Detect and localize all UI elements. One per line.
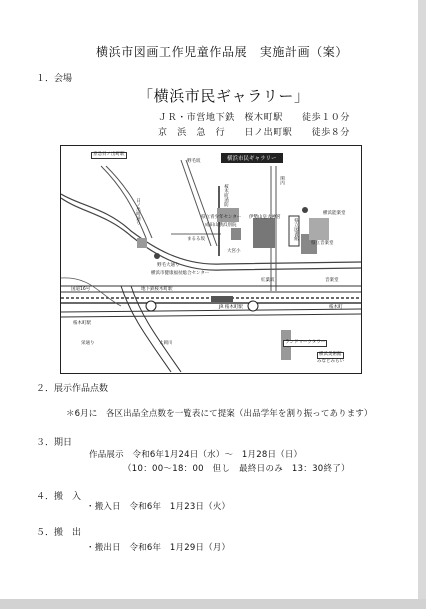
map-label-landmark: ランドマークタワー (285, 340, 326, 345)
section-count-heading: ２．展示作品点数 (36, 384, 109, 394)
count-note: ＊6月に 各区出品全点数を一覧表にて提案（出品学年を割り振ってあります） (66, 409, 373, 419)
section-period-heading: ３．期日 (36, 438, 73, 448)
map-label-maruzaka: まるる坂 (187, 237, 205, 242)
map-label-route16: 国道16号 (71, 287, 91, 292)
map-label-yokohama-museum: 横浜美術館 (319, 352, 342, 357)
page-edge-bottom (0, 599, 426, 609)
access-map (60, 145, 362, 374)
map-label-doori: 栄通り (81, 341, 95, 346)
page-edge (418, 0, 426, 609)
map-label-kokusai: 横浜能楽堂 (323, 211, 346, 216)
carry-in-line: ・搬入日 令和6年 1月23日（火） (86, 502, 231, 512)
map-label-sakuragicho-fire: 桜木町消防 (223, 184, 229, 207)
period-line-1: 作品展示 令和6年1月24日（水）～ 1月28日（日） (89, 450, 303, 460)
map-label-subway: 地下鉄桜木町駅 (141, 287, 173, 292)
map-label-iseyama: 伊勢山皇大神宮 (249, 215, 281, 220)
venue-name: 「横浜市民ギャラリー」 (138, 87, 310, 105)
map-label-hall: 音楽堂 (325, 278, 339, 283)
map-label-library: 県立図書館 (293, 218, 299, 241)
map-label-park: 成田山横浜別院 (205, 223, 237, 228)
carry-out-line: ・搬出日 令和6年 1月29日（月） (86, 543, 231, 553)
map-label-kanai: 県立音楽堂 (311, 241, 334, 246)
access-line-jr: ＪＲ・市営地下鉄 桜木町駅 徒歩１０分 (158, 113, 351, 123)
access-line-keikyu: 京 浜 急 行 日ノ出町駅 徒歩８分 (158, 128, 351, 138)
map-label-kanagawa-youth: 県立青少年センター (201, 215, 242, 220)
map-label-bridge: 紅葉坂 (261, 278, 275, 283)
map-label-nogeyama: 野毛坂 (187, 159, 201, 164)
document-title: 横浜市図画工作児童作品展 実施計画（案） (96, 45, 349, 59)
section-carry-in-heading: ４．搬 入 (36, 492, 82, 502)
map-label-omiya: 大宮小 (227, 249, 241, 254)
map-label-oyoko: 桜木町駅 (73, 321, 91, 326)
map-drawing (61, 146, 361, 373)
map-label-station: JR 桜木町駅 (219, 305, 243, 310)
period-line-2: （10：00～18：00 但し 最終日のみ 13：30終了） (123, 464, 350, 474)
section-carry-out-heading: ５．搬 出 (36, 528, 82, 538)
map-label-nogegaoka: 野毛大通り (157, 263, 180, 268)
map-label-rinpei-center: 横浜市健康福祉総合センター (151, 271, 210, 276)
venue-callout: 横浜市民ギャラリー (221, 153, 283, 163)
map-label-hinodecho-ave: 日ノ出町通り (135, 198, 141, 225)
map-label-sakuragi: 桜木町 (329, 305, 343, 310)
map-label-ookagawa: 大岡川 (159, 341, 173, 346)
section-venue-heading: １．会場 (36, 74, 73, 84)
map-label-hinodecho: 京急日ノ出町駅 (93, 152, 125, 157)
map-label-nogeyama2: 関内 (279, 176, 285, 185)
map-label-minatomirai: みなとみらい (317, 359, 344, 364)
